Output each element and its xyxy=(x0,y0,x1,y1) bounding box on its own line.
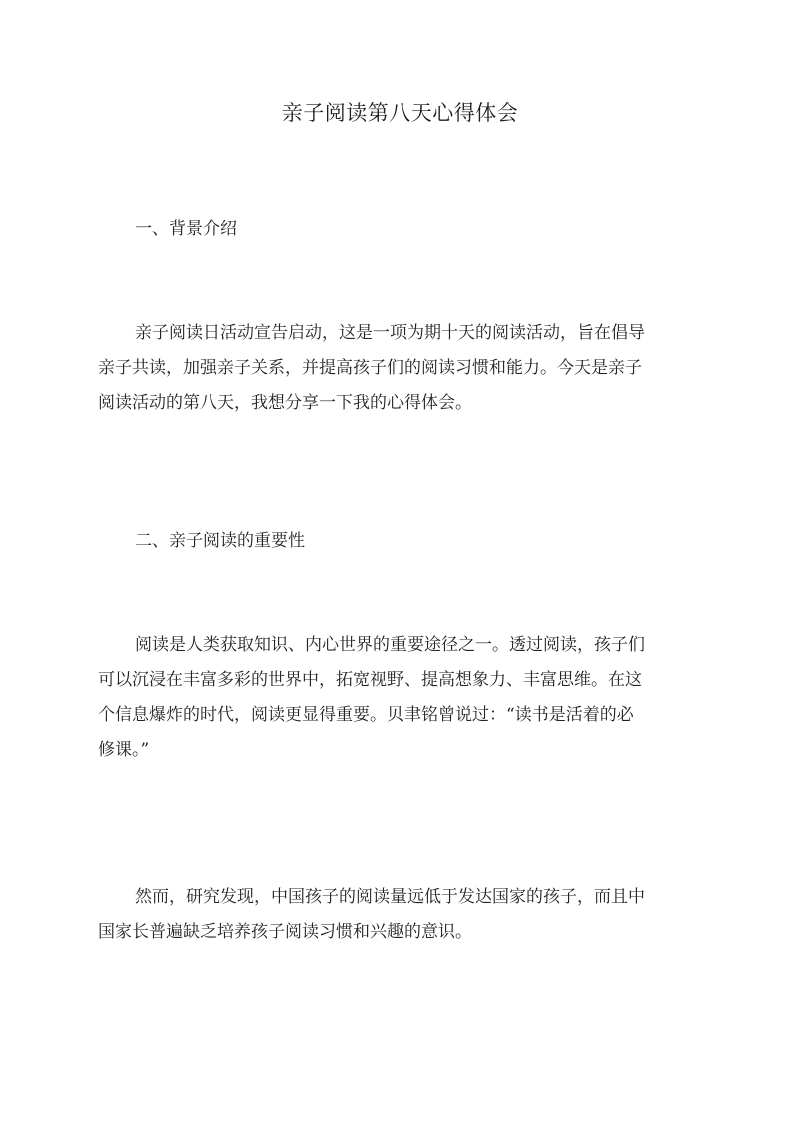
paragraph-line: 亲子阅读日活动宣告启动，这是一项为期十天的阅读活动，旨在倡导 xyxy=(135,323,645,343)
paragraph-line: 阅读活动的第八天，我想分享一下我的心得体会。 xyxy=(98,393,472,413)
paragraph-line: 修课。” xyxy=(98,740,150,760)
section-heading-background: 一、背景介绍 xyxy=(135,219,237,239)
paragraph-line: 阅读是人类获取知识、内心世界的重要途径之一。透过阅读，孩子们 xyxy=(135,635,645,655)
paragraph-line: 亲子共读，加强亲子关系，并提高孩子们的阅读习惯和能力。今天是亲子 xyxy=(98,358,642,378)
paragraph-background xyxy=(98,316,702,421)
paragraph-research xyxy=(98,880,702,950)
paragraph-importance xyxy=(98,628,702,768)
document-title: 亲子阅读第八天心得体会 xyxy=(281,101,519,125)
paragraph-line: 国家长普遍缺乏培养孩子阅读习惯和兴趣的意识。 xyxy=(98,922,472,942)
paragraph-line: 然而，研究发现，中国孩子的阅读量远低于发达国家的孩子，而且中 xyxy=(135,887,645,907)
paragraph-line: 个信息爆炸的时代，阅读更显得重要。贝聿铭曾说过：“读书是活着的必 xyxy=(98,705,634,725)
paragraph-line: 可以沉浸在丰富多彩的世界中，拓宽视野、提高想象力、丰富思维。在这 xyxy=(98,670,642,690)
section-heading-importance: 二、亲子阅读的重要性 xyxy=(135,531,305,551)
